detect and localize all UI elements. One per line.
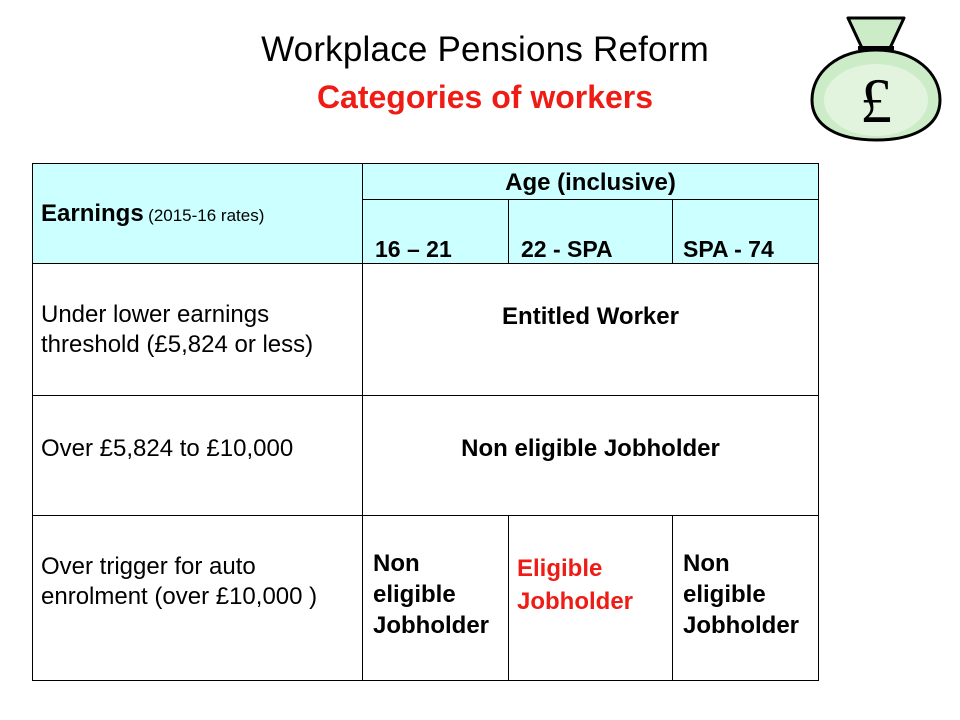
cell-line: Jobholder [683, 612, 800, 639]
row-over-trigger-22-spa [508, 515, 673, 681]
age-band-22-spa [508, 199, 673, 264]
cell-line: Eligible [517, 555, 603, 582]
cell-line: Non [683, 550, 730, 577]
slide-title: Workplace Pensions Reform [261, 30, 709, 69]
earnings-line: enrolment (over £10,000 ) [41, 583, 318, 610]
category-non-eligible-jobholder: Non eligible Jobholder [461, 435, 720, 462]
row-mid-earnings-category [362, 395, 819, 516]
row-lower-earnings-label [32, 263, 363, 396]
pound-money-bag-icon [808, 10, 944, 142]
row-over-trigger-spa-74 [672, 515, 819, 681]
earnings-line: Over £5,824 to £10,000 [41, 435, 294, 462]
cell-line: eligible [373, 581, 456, 608]
row-over-trigger-label [32, 515, 363, 681]
earnings-line: Over trigger for auto [41, 553, 256, 580]
cell-line: Jobholder [373, 612, 490, 639]
slide-subtitle: Categories of workers [316, 79, 654, 115]
age-band-label: SPA - 74 [683, 236, 774, 262]
row-over-trigger-16-21 [362, 515, 509, 681]
earnings-header-note: (2015-16 rates) [148, 206, 265, 225]
age-band-label: 22 - SPA [521, 236, 613, 262]
age-band-spa-74 [672, 199, 819, 264]
cell-line: eligible [683, 581, 766, 608]
age-band-label: 16 – 21 [375, 236, 452, 262]
earnings-line: Under lower earnings [41, 301, 270, 328]
category-entitled-worker: Entitled Worker [502, 303, 679, 330]
cell-line: Jobholder [517, 588, 634, 615]
row-mid-earnings-label [32, 395, 363, 516]
age-header-label: Age (inclusive) [505, 169, 676, 196]
row-lower-earnings-category [362, 263, 819, 396]
age-header-cell [362, 163, 819, 200]
earnings-header-cell [32, 163, 363, 264]
earnings-line: threshold (£5,824 or less) [41, 331, 314, 358]
cell-line: Non [373, 550, 420, 577]
worker-categories-table [32, 163, 819, 681]
svg-text:£: £ [860, 65, 892, 136]
age-band-16-21 [362, 199, 509, 264]
earnings-header-label: Earnings [41, 200, 144, 227]
